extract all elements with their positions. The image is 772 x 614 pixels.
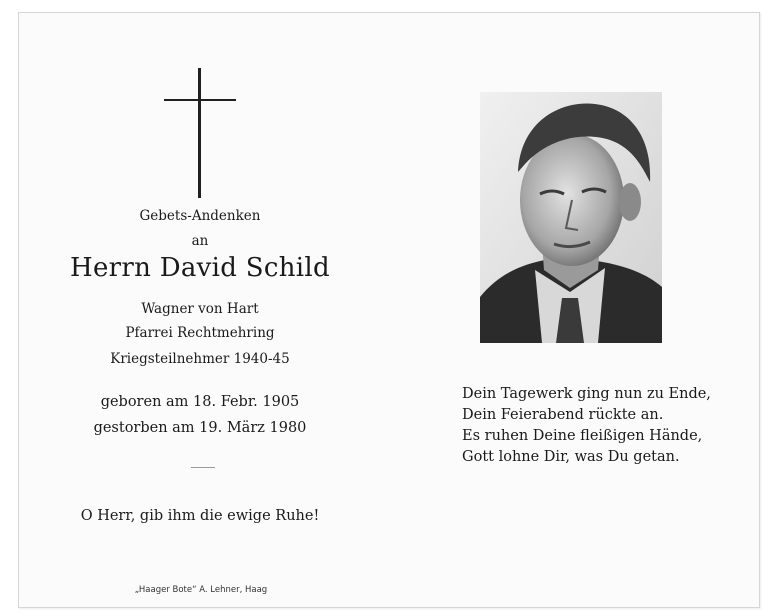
occupation: Wagner von Hart bbox=[141, 301, 259, 317]
parish: Pfarrei Rechtmehring bbox=[125, 325, 275, 341]
divider bbox=[191, 467, 215, 468]
verse-line: Es ruhen Deine fleißigen Hände, bbox=[462, 428, 703, 444]
portrait-photo bbox=[480, 92, 662, 343]
death-date: gestorben am 19. März 1980 bbox=[93, 420, 307, 436]
verse-line: Gott lohne Dir, was Du getan. bbox=[462, 449, 680, 465]
cross-icon-bar bbox=[164, 99, 236, 101]
cross-icon bbox=[198, 68, 201, 198]
war-service: Kriegsteilnehmer 1940-45 bbox=[110, 351, 290, 367]
birth-date: geboren am 18. Febr. 1905 bbox=[100, 394, 300, 410]
card-preposition: an bbox=[191, 233, 209, 249]
memorial-verse bbox=[462, 384, 711, 468]
prayer: O Herr, gib ihm die ewige Ruhe! bbox=[80, 508, 320, 524]
verse-line: Dein Tagewerk ging nun zu Ende, bbox=[462, 386, 711, 402]
deceased-name: Herrn David Schild bbox=[70, 253, 330, 283]
verse-line: Dein Feierabend rückte an. bbox=[462, 407, 664, 423]
card-heading: Gebets-Andenken bbox=[139, 208, 261, 224]
portrait-illustration bbox=[480, 92, 662, 343]
printer-credit: „Haager Bote“ A. Lehner, Haag bbox=[134, 585, 268, 595]
